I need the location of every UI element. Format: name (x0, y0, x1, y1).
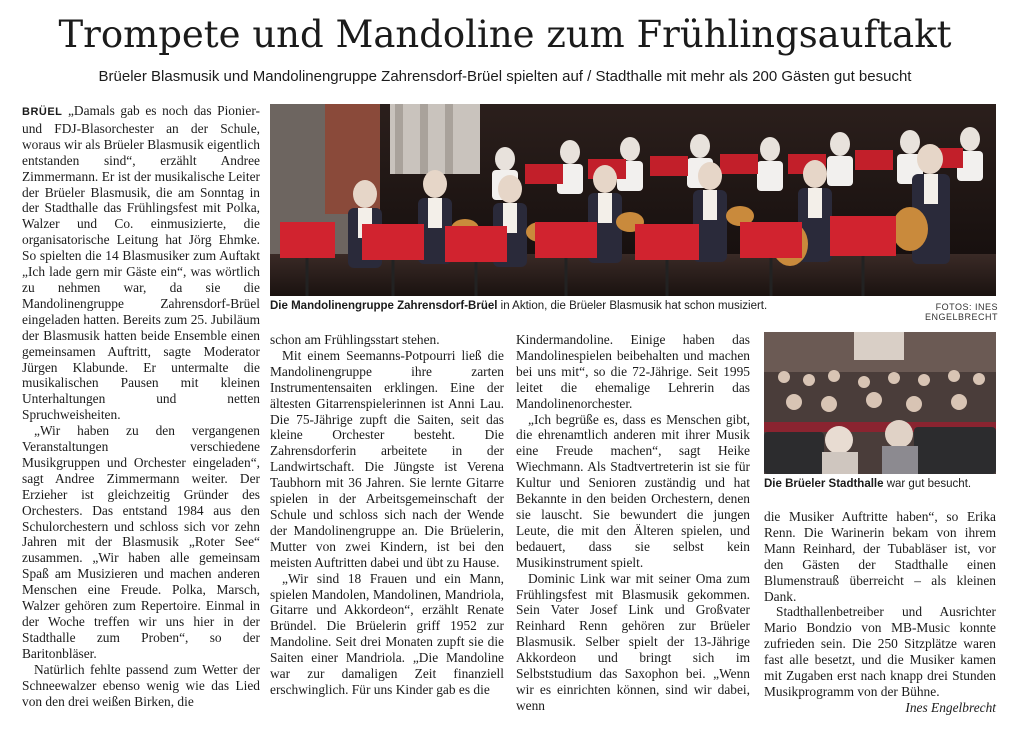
photo-stadthalle (764, 332, 996, 474)
photo-small-caption-bold: Die Brüeler Stadthalle (764, 478, 884, 490)
headline: Trompete und Mandoline zum Frühlingsauftakt (58, 13, 952, 56)
dateline: BRÜEL (22, 106, 63, 118)
article-column-4 (764, 509, 996, 716)
column1-paragraph-3: Natürlich fehlte passend zum Wetter der Schneewalzer ebenso wenig wie das Lied von den drei weißen Birken, die (22, 661, 260, 709)
column2-paragraph-2: Mit einem Seemanns-Potpourri ließ die Mandolinengruppe ihre zarten Instrumentensaiten erklingen. Eine der ältesten Gitarrenspielerinnen ist Anni Lau. Die 75-Jährige zupft die Saiten, seit das kleine Orchester besteht. Die Zahrensdorferin arbeitete in der Landwirtschaft. Die Jüngste ist Verena Taubhorn mit 36 Jahren. Sie lernte Gitarre spielen in der Arbeitsgemeinschaft der Schule und schloss sich nach der Wende der Mandolinengruppe an. Die Brüelerin, Mutter von zwei Kindern, ist bei den meisten Auftritten dabei und übt zu Hause. (270, 347, 504, 570)
column4-paragraph-2: Stadthallenbetreiber und Ausrichter Mario Bondzio von MB-Music konnte zufrieden sein. Die 250 Sitzplätze waren fast alle besetzt, und die Musiker kamen mit Zugaben erst nach knapp drei Stunden Musikprogramm von der Bühne. (764, 604, 996, 699)
stadthalle-audience-image (764, 332, 996, 474)
column4-paragraph-1: die Musiker Auftritte haben“, so Erika Renn. Die Warinerin bekam von ihrem Mann Reinhard, der Tubabläser ist, vor den Gästen der Stadthalle einen Blumenstrauß überreicht – als kleinen Dank. (764, 509, 996, 604)
column1-paragraph-1 (22, 103, 260, 423)
photo-small-caption (764, 477, 996, 492)
column1-p1-text: „Damals gab es noch das Pionier- und FDJ-Blasorchester an der Schule, woraus wir als Brüeler Blasmusik eigentlich entstanden sind“, erzählt Andree Zimmermann. Er ist der musikalische Leiter der Brüeler Blasmusik, die am Sonntag in der Stadthalle das Frühlingsfest mit Polka, Walzer und Co. einmusizierte, die organisatorische Leitung hat Jörg Ehmke. So spielten die 14 Blasmusiker zum Auftakt „Ich lade gern mir Gäste ein“, was wörtlich zu nehmen war, da sie die Mandolinengruppe Zahrensdorf-Brüel eingeladen hatten. Bereits zum 25. Jubiläum der Blasmusik hatten beide Ensemble einen gemeinsamen Auftritt, sagte Moderator Jürgen Klabunde. Er untermalte die musikalischen Pausen mit kleinen Unterhaltungen und netten Spruchweisheiten. (22, 103, 260, 423)
column2-paragraph-1: schon am Frühlingsstart stehen. (270, 332, 440, 347)
column2-paragraph-3: „Wir sind 18 Frauen und ein Mann, spielen Mandolen, Mandolinen, Mandriola, Gitarre und Akkordeon“, erzählt Renate Bründel. Die Brüelerin griff 1952 zur Mandoline. Seit drei Monaten zupft sie die Saiten einer Mandriola. „Die Mandoline war zur damaligen Zeit finanziell erschwinglich. Für uns Kinder gab es die (270, 570, 504, 697)
photo-main-caption-bold: Die Mandolinengruppe Zahrensdorf-Brüel (270, 300, 498, 312)
column3-paragraph-1: Kindermandoline. Einige haben das Mandolinespielen beibehalten und machen bei uns mit“, so die 72-Jährige. Seit 1995 leitet die ehemalige Lehrerin das Mandolinenorchester. (516, 332, 750, 411)
column3-paragraph-2: „Ich begrüße es, dass es Menschen gibt, die ehrenamtlich anderen mit ihrer Musik eine Freude machen“, sagt Heike Wiechmann. Als Stadtvertreterin ist sie für Kultur und Senioren zuständig und hat Bekannte in den beiden Orchestern, denen sie lauscht. Sie bewundert die jungen Leute, die mit den Älteren spielen, und bedauert, dass sie selbst kein Musikinstrument spielt. (516, 411, 750, 570)
photo-main-caption-rest: in Aktion, die Brüeler Blasmusik hat schon musiziert. (497, 300, 768, 312)
photo-small-caption-rest: war gut besucht. (883, 478, 972, 490)
photo-mandolin-group (270, 104, 996, 296)
column3-paragraph-3: Dominic Link war mit seiner Oma zum Frühlingsfest mit Blasmusik gekommen. Sein Vater Josef Link und Großvater Reinhard Renn gehören zur Brüeler Blasmusik. Selber spielt der 13-Jährige Akkordeon und bringt sich im Selbststudium das Saxophon bei. „Wenn wir es einrichten können, sind wir dabei, wenn (516, 570, 750, 713)
article-column-2 (270, 332, 504, 698)
subheadline: Brüeler Blasmusik und Mandolinengruppe Zahrensdorf-Brüel spielten auf / Stadthalle mit mehr als 200 Gästen gut besucht (98, 68, 912, 85)
article-column-1 (22, 103, 260, 709)
photo-main-caption (270, 299, 830, 314)
mandolin-group-image (270, 104, 996, 296)
column1-paragraph-2: „Wir haben zu den vergangenen Veranstaltungen verschiedene Musikgruppen und Orchester eingeladen“, sagt Andree Zimmermann weiter. Der Erzieher ist gleichzeitig Gründer des Orchesters. Das entstand 1984 aus den Schulorchestern und schloss sich vor zehn Jahren mit der Blasmusik „Roter See“ zusammen. „Wir haben alle gemeinsam Spaß am Musizieren und machen anderen Menschen eine Freude. Polka, Marsch, Walzer gehören zum Repertoire. Einmal in der Woche treffen wir uns hier in der Stadthalle zum Proben“, so der Baritonbläser. (22, 423, 260, 661)
author-name: Ines Engelbrecht (905, 699, 996, 715)
article-column-3 (516, 332, 750, 714)
photo-credit: FOTOS: INES ENGELBRECHT (924, 302, 998, 322)
